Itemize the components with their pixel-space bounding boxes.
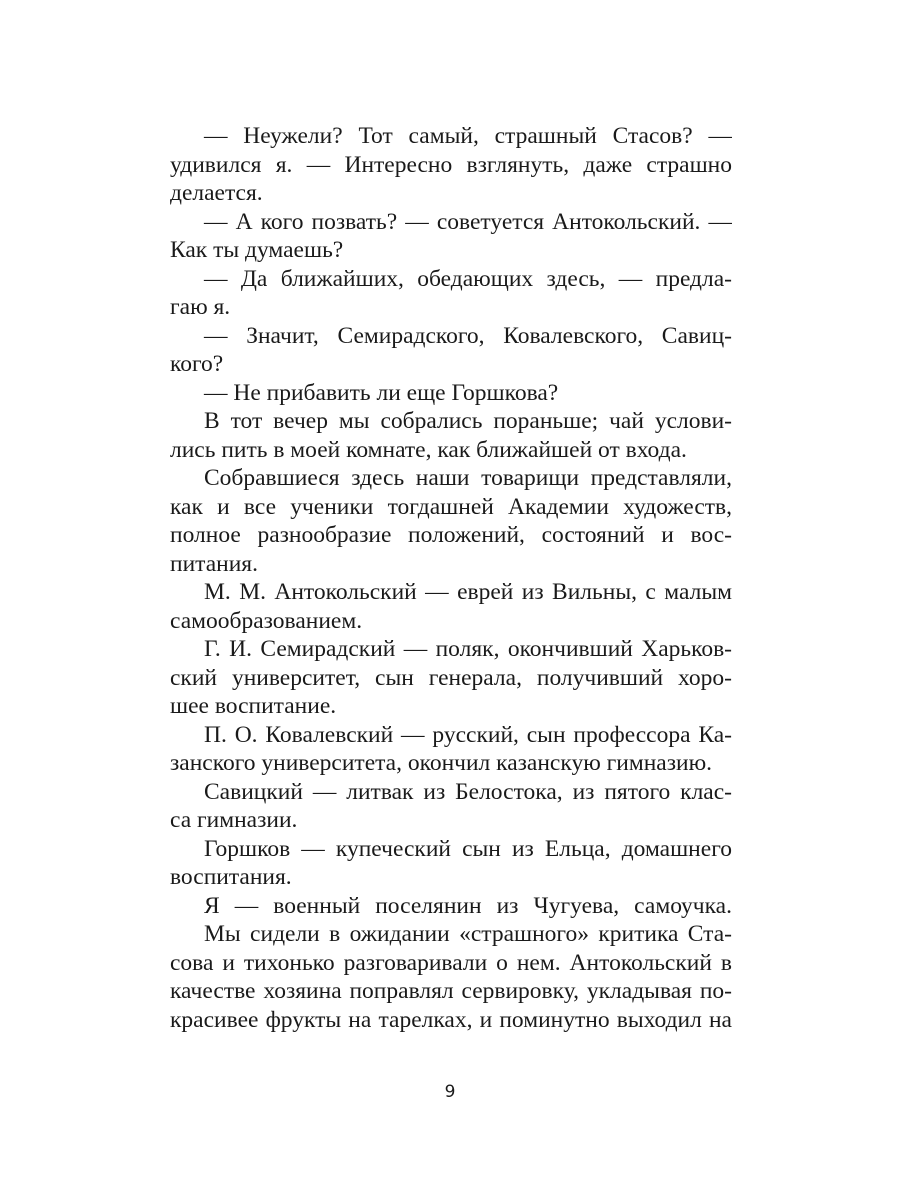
text-line: удивился я. — Интересно взглянуть, даже страшно (170, 151, 732, 178)
text-line: П. О. Ковалевский — русский, сын профессора Ка- (204, 721, 732, 748)
text-line: кого? (170, 351, 224, 377)
page-body-text (170, 122, 732, 1034)
text-line: Как ты думаешь? (170, 237, 344, 263)
text-line: Савицкий — литвак из Белостока, из пятого клас- (204, 778, 732, 805)
page-number: 9 (444, 1082, 456, 1102)
text-line: лись пить в моей комнате, как ближайшей от входа. (170, 436, 687, 463)
text-line: — А кого позвать? — советуется Антокольский. — (204, 208, 732, 235)
text-line: гаю я. (170, 294, 231, 320)
text-line: как и все ученики тогдашней Академии художеств, (170, 493, 732, 520)
text-line: воспитания. (170, 864, 292, 890)
text-line: красивее фрукты на тарелках, и поминутно выходил на (170, 1006, 732, 1033)
text-line: делается. (170, 180, 263, 206)
text-line: качестве хозяина поправлял сервировку, укладывая по- (170, 978, 732, 1004)
text-line: полное разнообразие положений, состояний и вос- (170, 522, 732, 548)
text-line: ский университет, сын генерала, получивший хоро- (170, 664, 732, 691)
text-line: питания. (170, 550, 258, 577)
text-line: занского университета, окончил казанскую гимназию. (170, 750, 713, 776)
text-line: са гимназии. (170, 807, 298, 833)
text-line: Я — военный поселянин из Чугуева, самоучка. (204, 892, 732, 919)
text-line: — Да ближайших, обедающих здесь, — предла- (204, 265, 732, 292)
text-line: Собравшиеся здесь наши товарищи представляли, (204, 465, 732, 491)
text-line: шее воспитание. (170, 693, 337, 719)
text-line: — Неужели? Тот самый, страшный Стасов? — (204, 123, 732, 149)
text-line: Мы сидели в ожидании «страшного» критика Ста- (204, 921, 732, 947)
text-line: самообразованием. (170, 607, 363, 634)
text-line: В тот вечер мы собрались пораньше; чай услови- (204, 408, 732, 434)
text-line: Г. И. Семирадский — поляк, окончивший Харьков- (204, 636, 732, 662)
text-line: М. М. Антокольский — еврей из Вильны, с малым (204, 579, 732, 605)
text-line: — Не прибавить ли еще Горшкова? (204, 379, 559, 406)
text-line: Горшков — купеческий сын из Ельца, домашнего (204, 835, 732, 862)
text-line: — Значит, Семирадского, Ковалевского, Савиц- (204, 322, 732, 349)
text-line: сова и тихонько разговаривали о нем. Антокольский в (170, 949, 732, 976)
